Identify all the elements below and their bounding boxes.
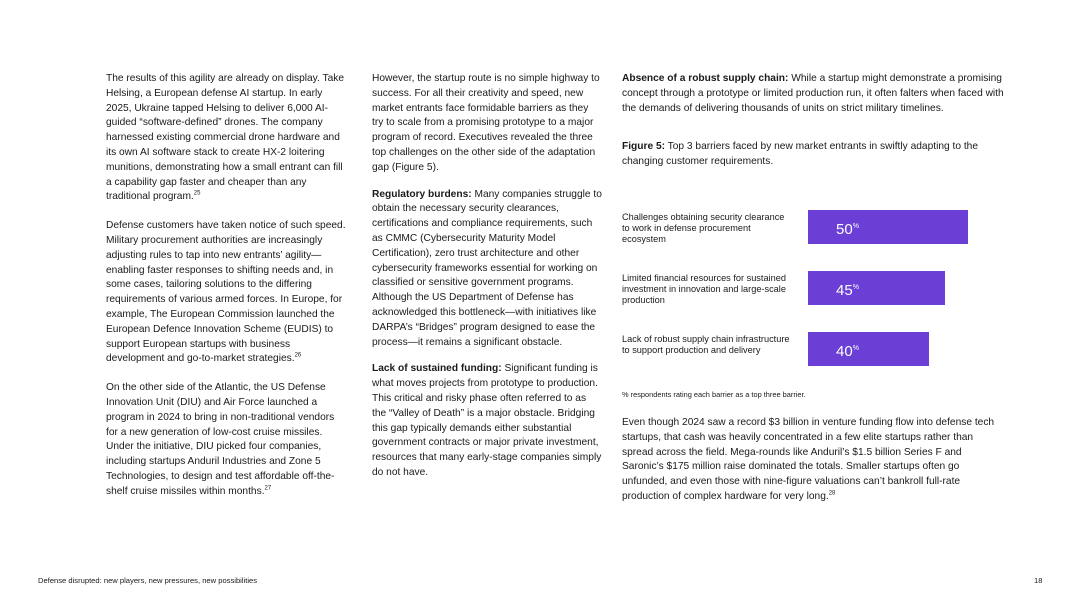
footnote-ref: 28 bbox=[828, 490, 836, 497]
chart-note: % respondents rating each barrier as a top three barrier. bbox=[622, 390, 806, 399]
bar bbox=[808, 271, 945, 305]
paragraph: Even though 2024 saw a record $3 billion in venture funding flow into defense tech startups, that cash was heavily concentrated in a few elite startups rather than spread across the field. Mega-rounds like Anduril’s $1.5 billion Series F and Saronic’s $175 million raise dominated the totals. Smaller startups often go unfunded, and even those with nine-figure valuations can’t bankroll full-rate production of complex hardware for very long.$^{28}$ bbox=[622, 417, 995, 502]
data-label: 40% bbox=[836, 343, 859, 360]
column-3 bbox=[622, 72, 1006, 182]
paragraph-heading: Absence of a robust supply chain: bbox=[622, 73, 789, 84]
chart-row bbox=[622, 324, 992, 364]
data-label: 50% bbox=[836, 221, 859, 238]
paragraph-heading: Regulatory burdens: bbox=[372, 188, 472, 200]
paragraph-heading: Lack of sustained funding: bbox=[372, 363, 502, 375]
page-number: 18 bbox=[1034, 576, 1043, 585]
paragraph: Lack of sustained funding: Significant funding is what moves projects from prototype to production. This critical and risky phase often referred to as the “Valley of Death” is a major obstacle. Bridging this gap typically demands either substantial government contracts or major private investment, resources that many early-stage companies simply do not have. bbox=[372, 363, 602, 478]
bar-chart bbox=[622, 202, 992, 377]
paragraph: On the other side of the Atlantic, the US Defense Innovation Unit (DIU) and Air Force launched a program in 2024 to bring in non-traditional vendors for a new generation of low-cost cruise missiles. Under the initiative, DIU picked four companies, including startups Anduril Industries and Zone 5 Technologies, to design and test affordable off-the-shelf cruise missiles within months.$^{27}$ bbox=[106, 382, 335, 497]
figure-label: Figure 5: bbox=[622, 141, 666, 153]
figure-title: Figure 5: Top 3 barriers faced by new market entrants in swiftly adapting to the changing customer requirements. bbox=[622, 141, 978, 168]
category-label: Challenges obtaining security clearance to work in defense procurement ecosystem bbox=[622, 212, 785, 244]
category-label: Limited financial resources for sustained investment in innovation and large-scale production bbox=[622, 273, 786, 305]
paragraph: Regulatory burdens: Many companies struggle to obtain the necessary security clearances, certifications and compliance requirements, such as CMMC (Cybersecurity Maturity Model Certification), zero trust architecture and other cybersecurity frameworks essential for working on classified or sensitive government programs. Although the US Department of Defense has acknowledged this bottleneck—with initiatives like DARPA’s “Bridges” program designed to ease the process—it remains a significant obstacle. bbox=[372, 188, 602, 348]
paragraph: Defense customers have taken notice of such speed. Military procurement authorities are increasingly adjusting rules to tap into new entrants’ agility—enabling faster responses to shifting needs and, in some cases, tailoring solutions to the differing requirements of various armed forces. In Europe, for example, The European Commission launched the European Defence Innovation Scheme (EUDIS) to support European startups with business development and go-to-market strategies.$^{26}$ bbox=[106, 220, 346, 365]
footnote-ref: 27 bbox=[264, 485, 272, 492]
paragraph: Absence of a robust supply chain: While a startup might demonstrate a promising concept through a prototype or limited production run, it often falters when faced with the demands of delivering thousands of units on strict military timelines. bbox=[622, 73, 1004, 114]
column-2 bbox=[372, 72, 602, 493]
bar bbox=[808, 332, 929, 366]
chart-row bbox=[622, 202, 992, 242]
footnote-ref: 25 bbox=[193, 190, 201, 197]
paragraph: However, the startup route is no simple highway to success. For all their creativity and speed, new market entrants face formidable barriers as they try to scale from a promising prototype to a major program of record. Executives revealed the three top challenges on the other side of the adaptation gap (Figure 5). bbox=[372, 73, 600, 173]
column-1 bbox=[106, 72, 346, 512]
footer-title: Defense disrupted: new players, new pressures, new possibilities bbox=[38, 576, 258, 585]
paragraph: The results of this agility are already on display. Take Helsing, a European defense AI startup. In early 2025, Ukraine tapped Helsing to deliver 6,000 AI-guided “software-defined” drones. The company harnessed existing commercial drone hardware and its own AI software stack to create HX-2 loitering munitions, demonstrating how a small entrant can fill a capability gap faster and cheaper than any traditional program.$^{25}$ bbox=[106, 73, 345, 203]
bar bbox=[808, 210, 968, 244]
data-label: 45% bbox=[836, 282, 859, 299]
chart-row bbox=[622, 263, 992, 303]
footnote-ref: 26 bbox=[294, 352, 302, 359]
category-label: Lack of robust supply chain infrastructure to support production and delivery bbox=[622, 334, 790, 355]
